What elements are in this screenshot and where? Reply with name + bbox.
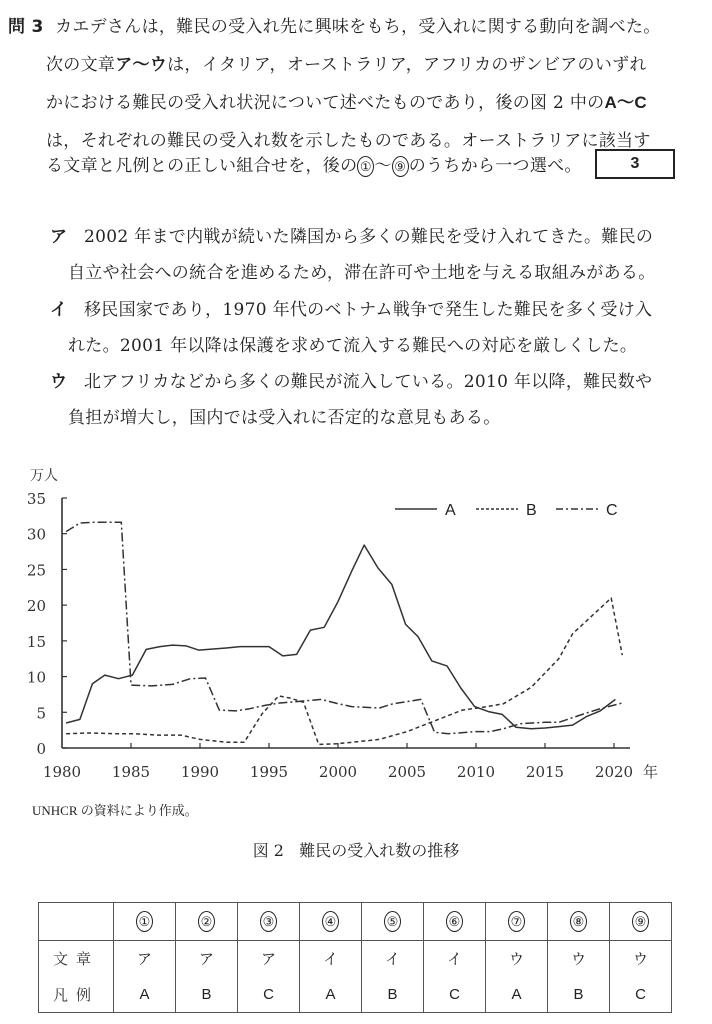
legend-label-C: C [606, 502, 618, 519]
x-tick-label: 2010 [456, 763, 496, 781]
table-cell: ア [238, 941, 300, 977]
choice-header[interactable] [610, 903, 672, 941]
option-u-cont [68, 403, 501, 428]
table-cell: イ [300, 941, 362, 977]
table-cell: C [610, 977, 672, 1013]
choice-header[interactable] [176, 903, 238, 941]
question-text: カエデさんは，難民の受入れ先に興味をもち，受入れに関する動向を調べた。 [55, 17, 661, 37]
answer-table [38, 902, 672, 1013]
y-tick-label: 10 [26, 668, 46, 687]
option-text: 自立や社会への統合を進めるため，滞在許可や土地を与える取組みがある。 [68, 263, 656, 283]
choice-header[interactable] [238, 903, 300, 941]
x-tick-label: 1990 [180, 763, 220, 781]
choice-1-marker: ① [357, 156, 374, 177]
option-a [50, 222, 653, 247]
choice-number: ② [198, 911, 215, 932]
y-tick-label: 20 [26, 597, 46, 616]
choice-number: ⑦ [508, 911, 525, 932]
choice-number: ① [136, 911, 153, 932]
option-a-cont [68, 258, 656, 283]
choice-number: ⑨ [632, 911, 649, 932]
question-line-5 [46, 151, 582, 177]
option-text: 北アフリカなどから多くの難民が流入している。2010 年以降，難民数や [84, 372, 653, 392]
source-note: UNHCR の資料により作成。 [32, 803, 198, 818]
question-text: は，イタリア，オーストラリア，アフリカのザンビアのいずれ [167, 55, 647, 75]
table-cell: A [300, 977, 362, 1013]
option-text: 負担が増大し，国内では受入れに否定的な意見もある。 [68, 408, 501, 428]
question-text: のうちから一つ選べ。 [408, 156, 582, 176]
legend-label-B: B [526, 502, 537, 519]
table-row-legend [39, 977, 672, 1013]
option-range: ア〜ウ [115, 55, 168, 75]
y-tick-label: 25 [26, 561, 46, 580]
figure-number: 図 2 [252, 841, 284, 860]
legend-label-A: A [445, 502, 456, 519]
choice-header[interactable] [424, 903, 486, 941]
choice-header[interactable] [362, 903, 424, 941]
option-i-cont [68, 331, 637, 356]
table-cell: A [114, 977, 176, 1013]
x-axis-unit: 年 [643, 763, 659, 781]
choice-number: ⑤ [384, 911, 401, 932]
choice-header[interactable] [486, 903, 548, 941]
y-tick-label: 5 [36, 704, 46, 723]
legend-range: A〜C [604, 93, 647, 112]
choice-number: ⑥ [446, 911, 463, 932]
question-number: 問 3 [8, 17, 44, 37]
y-tick-label: 15 [26, 632, 46, 651]
table-cell: ウ [486, 941, 548, 977]
x-tick-label: 2005 [387, 763, 427, 781]
question-line-1 [8, 12, 661, 37]
table-cell: イ [362, 941, 424, 977]
option-label: イ [50, 300, 68, 320]
table-cell: ウ [548, 941, 610, 977]
table-cell: B [362, 977, 424, 1013]
option-text: 移民国家であり，1970 年代のベトナム戦争で発生した難民を多く受け入 [84, 300, 653, 320]
table-cell: ア [114, 941, 176, 977]
table-cell: A [486, 977, 548, 1013]
question-text: 〜 [374, 156, 392, 176]
choice-header[interactable] [114, 903, 176, 941]
question-line-3 [46, 88, 647, 113]
option-text: 2002 年まで内戦が続いた隣国から多くの難民を受け入れてきた。難民の [84, 227, 654, 247]
option-label: ア [50, 227, 68, 247]
question-line-4 [46, 126, 651, 151]
tick-labels [27, 490, 633, 781]
option-text: れた。2001 年以降は保護を求めて流入する難民への対応を厳しくした。 [68, 336, 638, 356]
row-label: 凡例 [39, 977, 114, 1013]
series-line-C [66, 522, 622, 733]
table-cell: B [548, 977, 610, 1013]
x-tick-label: 2020 [594, 763, 634, 781]
table-corner [39, 903, 114, 941]
option-i [50, 295, 652, 320]
figure-title: 難民の受入れ数の推移 [299, 841, 460, 860]
choice-9-marker: ⑨ [392, 156, 409, 177]
table-cell: ウ [610, 941, 672, 977]
y-tick-label: 35 [26, 490, 46, 508]
choice-number: ④ [322, 911, 339, 932]
x-tick-label: 2015 [525, 763, 565, 781]
answer-box[interactable]: 3 [595, 149, 675, 179]
y-axis-label: 万人 [30, 468, 58, 484]
question-text: は，それぞれの難民の受入れ数を示したものである。オーストラリアに該当す [46, 131, 651, 151]
question-text: 次の文章 [46, 55, 116, 75]
table-row-statement [39, 941, 672, 977]
legend [395, 502, 618, 519]
line-chart [0, 455, 712, 785]
choice-header[interactable] [548, 903, 610, 941]
choice-number: ③ [260, 911, 277, 932]
table-cell: B [176, 977, 238, 1013]
y-tick-label: 30 [26, 525, 46, 544]
series-lines [66, 522, 622, 744]
table-cell: ア [176, 941, 238, 977]
option-label: ウ [50, 372, 68, 392]
question-line-2 [46, 50, 647, 75]
figure-caption [0, 838, 712, 861]
axes [62, 498, 630, 748]
x-tick-label: 2000 [318, 763, 358, 781]
series-line-A [66, 545, 615, 729]
question-text: かにおける難民の受入れ状況について述べたものであり，後の図 2 中の [46, 93, 605, 113]
table-cell: C [424, 977, 486, 1013]
row-label: 文章 [39, 941, 114, 977]
table-header-row [39, 903, 672, 941]
option-u [50, 367, 652, 392]
y-tick-label: 0 [36, 740, 46, 758]
question-text: る文章と凡例との正しい組合せを，後の [46, 156, 358, 176]
choice-header[interactable] [300, 903, 362, 941]
x-tick-label: 1980 [42, 763, 82, 781]
choice-number: ⑧ [570, 911, 587, 932]
x-tick-label: 1995 [249, 763, 289, 781]
table-cell: C [238, 977, 300, 1013]
table-cell: イ [424, 941, 486, 977]
x-tick-label: 1985 [111, 763, 151, 781]
